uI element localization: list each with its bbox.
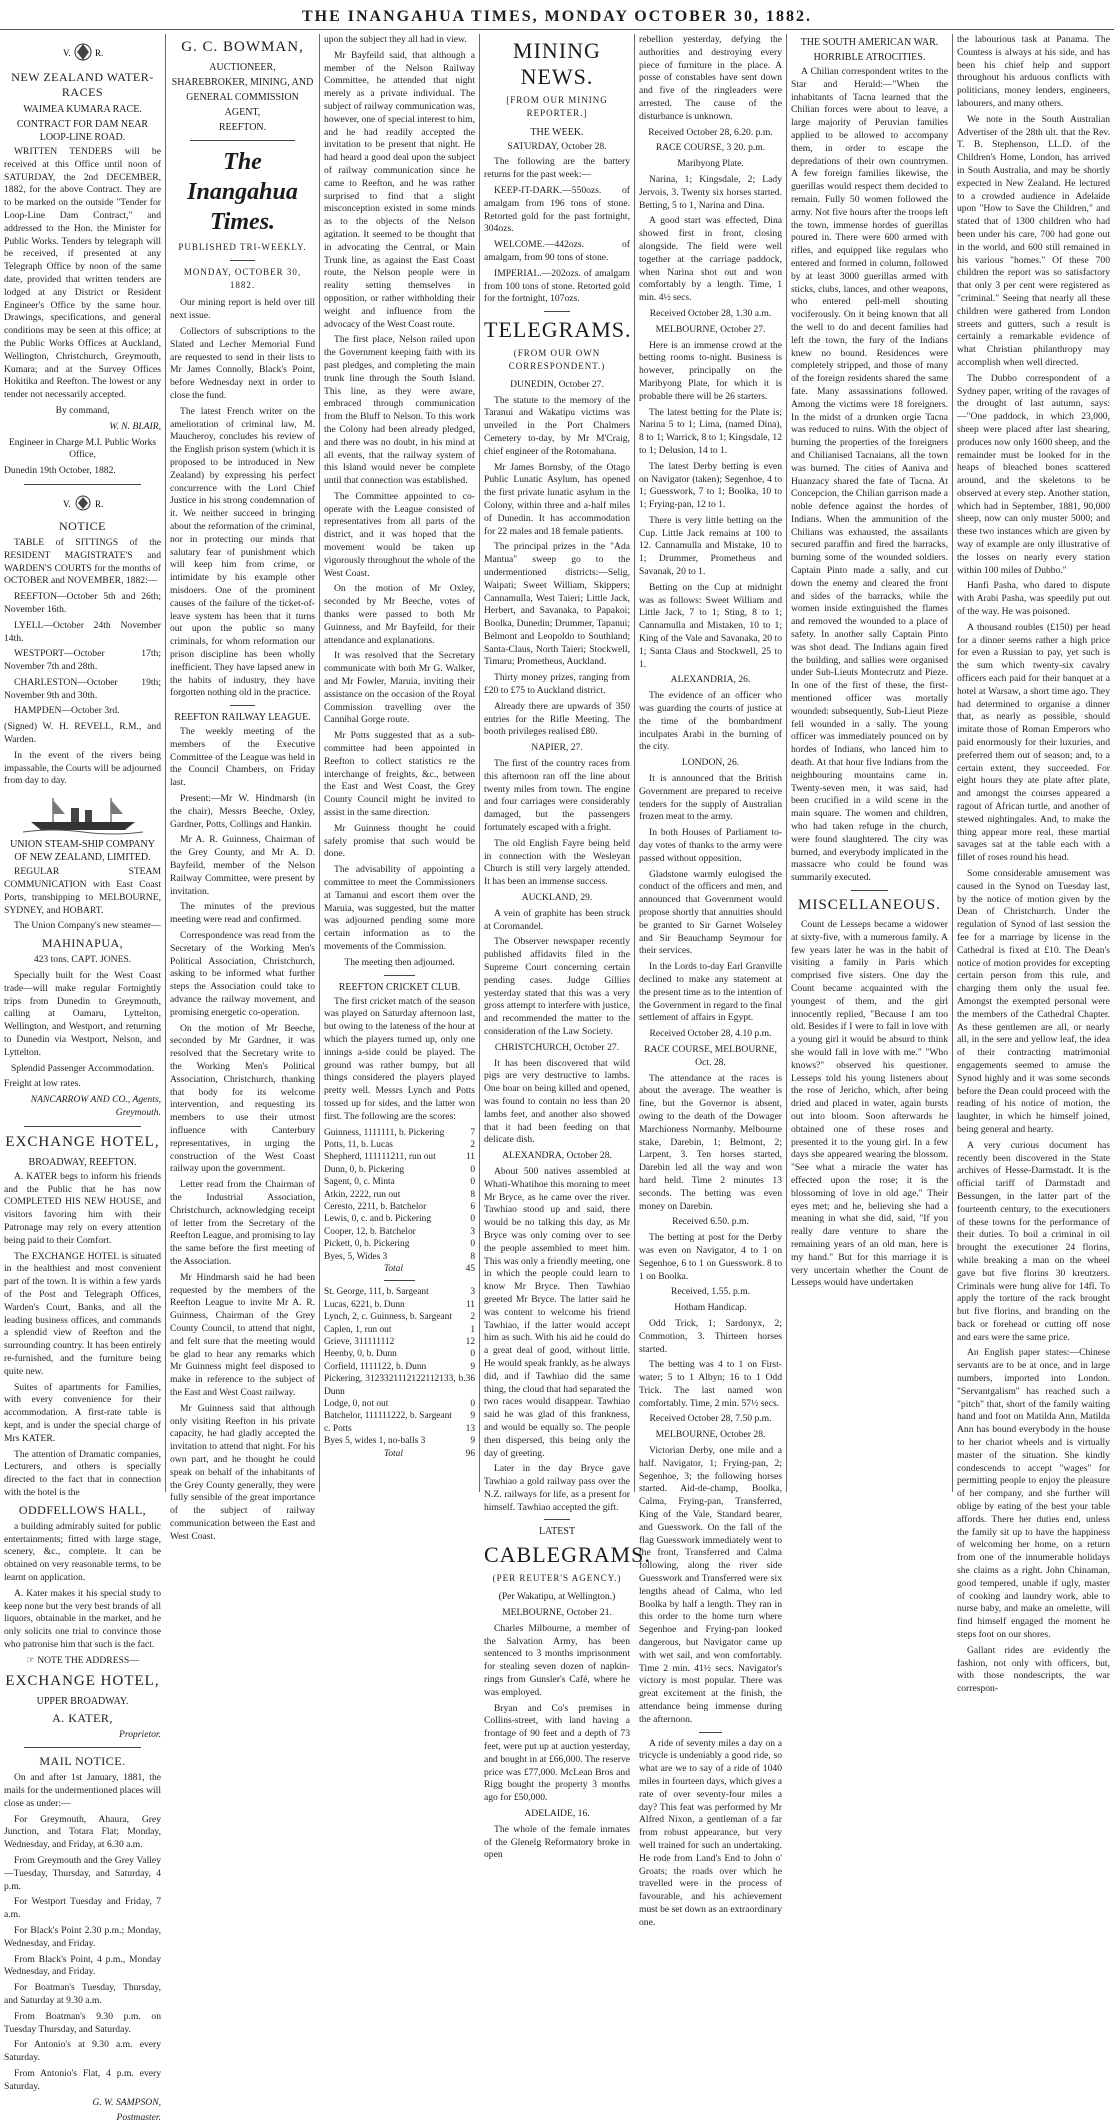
score-row	[324, 1435, 475, 1447]
score-row	[324, 1336, 475, 1348]
batsman-runs: 1	[470, 1324, 475, 1335]
batsman-runs: 3	[470, 1287, 475, 1298]
batsman-name: Lynch, 2, c. Guinness, b. Sargeant	[324, 1312, 452, 1323]
mail-item: From Antonio's Flat, 4 p.m. every Saturday.	[4, 2068, 161, 2092]
separator	[230, 260, 255, 261]
telegram-paragraph: Thirty money prizes, ranging from £20 to £75 to Auckland district.	[484, 672, 630, 697]
batsman-name: Ceresto, 2211, b. Batchelor	[324, 1201, 427, 1212]
steamship-text: REGULAR STEAM COMMUNICATION with East Coast Ports, transhipping to MELBOURNE, SYDNEY, and HOBART.	[4, 866, 161, 916]
auctioneer-name: G. C. BOWMAN,	[181, 39, 304, 55]
contract-heading: CONTRACT FOR DAM NEAR LOOP-LINE ROAD.	[16, 119, 149, 143]
telegrams-subheading: (FROM OUR OWN CORRESPONDENT.)	[508, 348, 606, 371]
batsman-runs: 9	[470, 1436, 475, 1447]
svg-text:V.: V.	[62, 498, 71, 509]
scorecard-team-1	[324, 1127, 475, 1276]
mail-item: From Boatman's 9.30 p.m. on Tuesday Thursday, and Saturday.	[4, 2010, 161, 2035]
misc-paragraph: A very curious document has recently been discovered in the State archives of Hesse-Darmstadt. It is the official tariff of Darmstadt and Bessungen, in the latter part of the fourteenth century, to the executioners of these towns for the performance of their duties. To boil a criminal in oil brought the executioner 24 florins, while breaking a man on the wheel gave but five florins 30 kreutzers. Criminals were hung alive for 14fl. To apply the torture of the rack brought but five florins, and branding on the back or forehead or cutting off nose and ears were the same price.	[957, 1139, 1110, 1343]
tenders-signer: W. N. BLAIR,	[109, 420, 161, 432]
misc-paragraph: An English paper states:—Chinese servants are to be at once, and in large numbers, imported into London. "Servantgalism" has reached such a "pitch" that, short of the family waiting hand and foot on Matilda Ann, Matilda Ann has bound everybody in the house to her chariot wheels and is virtually master of the situation. She kindly condescends to accept "wages" for permitting people to enjoy the pleasure of her company, and she further will oblige by eating of the best your table affords. There her duties end, unless the family sit up to have the happiness of welcoming her home, on a return from one of the innumerable holidays she claims as a right. John Chinaman, good tempered, unable if ugly, master of cooking and laundry work, able to nurse baby, and make an omelette, will find himself engaged the moment he steps foot on our shores.	[957, 1347, 1110, 1641]
score-row	[324, 1410, 475, 1422]
batsman-runs: 0	[470, 1399, 475, 1410]
notice-item: WESTPORT—October 17th; November 7th and 28th.	[4, 648, 161, 673]
cablegram-dateline: MELBOURNE, October 21.	[502, 1607, 612, 1619]
race-dateline: Received October 28, 1.30 a.m.	[649, 307, 772, 319]
score-row	[324, 1299, 475, 1311]
pointing-hand-icon: ☞	[26, 1654, 35, 1666]
hotel-address-sub: UPPER BROADWAY.	[36, 1695, 129, 1707]
batsman-name: Batchelor, 111111222, b. Sargeant	[324, 1411, 452, 1422]
telegram-paragraph: The Observer newspaper recently published affidavits filed in the Supreme Court concerning certain pending cases. Judge Gillies yesterday stated that this was a very gross attempt to interfere with justice, and recommended the matter to the consideration of the Law Society.	[484, 936, 630, 1037]
telegram-paragraph: The principal prizes in the "Ada Mantua" sweep go to the undermentioned districts:—Selig, Waipati; Sweet William, Skippers; Cannamulla, West Taieri; Little Jack, Herbert, and Savanaka, to Papakoi; Boolka, Dunedin; Drummer, Tapanui; Belmont and Leopoldo to Southland; Santa-Claus, North Taieri; Stockwell, Timaru; Prometheus, Auckland.	[484, 541, 630, 668]
steamer-freight: Freight at low rates.	[4, 1078, 81, 1090]
column-4	[480, 34, 651, 1861]
telegrams-heading: TELEGRAMS.	[484, 317, 632, 343]
notice-signed: (Signed) W. H. REVELL, R.M., and Warden.	[4, 721, 161, 746]
total-runs: 45	[465, 1264, 475, 1275]
batsman-runs: 9	[470, 1411, 475, 1422]
telegram-paragraph: About 500 natives assembled at Whati-Whatihoe this morning to meet Mr Bryce, as he came over the river. Tawhiao stood up and said, there would be no talking this day, as Mr Bryce was only coming over to see the people assembled to meet him. This was only a friendly meeting, one in which the people could learn to know Mr Bryce. Then Tawhiao greeted Mr Bryce. The latter said he was content to welcome his friend Tawhiao, if the latter would accept him as such. With his aid he could do a great deal of good, without little. He would speak frankly, as he always did, and if Tawhiao did the same thing, the cloud that had separated the two races would disappear. Tawhiao said he was glad of this frankness, and would be equally so. The people then dispersed, this being only the day of greeting.	[484, 1165, 631, 1459]
article-paragraph: On the motion of Mr Oxley, seconded by Mr Beeche, votes of thanks were passed to both Mr Guinness, and Mr Bayfeild, for their attendance and explanations.	[324, 583, 475, 646]
week-text: The following are the battery returns for the past week:—	[484, 156, 630, 181]
race-paragraph: The attendance at the races is about the average. The weather is fine, but the Governor is absent, owing to the death of the Dowager Marchioness Normanby. Melbourne stake, Darebin, 1; Belmont, 2; Larpent, 3. Ten horses started, Darebin led all the way and won hard held. Time 2 minutes 13 seconds. The betting was even money on Darebin.	[639, 1072, 782, 1212]
notice-footer: In the event of the rivers being impassable, the Courts will be adjourned from day to day.	[4, 749, 161, 787]
batsman-runs: 11	[465, 1152, 475, 1163]
article-paragraph: upon the subject they all had in view.	[324, 34, 467, 45]
article-paragraph: The meeting then adjourned.	[344, 956, 455, 968]
cablegrams-latest: LATEST	[538, 1526, 576, 1538]
cablegram-dateline: ADELAIDE, 16.	[524, 1808, 590, 1820]
batsman-name: Shepherd, 111111211, run out	[324, 1152, 436, 1163]
batsman-runs: 0	[470, 1239, 475, 1250]
battery-return: WELCOME.—442ozs. of amalgam, from 90 tons of stone.	[484, 239, 630, 263]
batsman-name: Pickett, 0, b. Pickering	[324, 1239, 410, 1250]
batsman-name: Caplen, 1, run out	[324, 1324, 392, 1335]
hotel-subheading: BROADWAY, REEFTON.	[28, 1156, 137, 1168]
race-title: Maribyong Plate.	[677, 158, 744, 170]
batsman-name: Corfield, 1111122, b. Dunn	[324, 1361, 427, 1372]
tenders-by-command: By command,	[55, 404, 110, 416]
hotel-text: The EXCHANGE HOTEL is situated in the healthiest and most convenient part of the town. It is within a few yards of the Post and Telegraph Offices, Warden's Court, Banks, and all the leading business offices, and commands a splendid view of Reefton and the surrounding country. It has been entirely re-furnished, and the furniture being quite new.	[4, 1250, 161, 1377]
race-dateline: Received October 28, 4.10 p.m.	[649, 1028, 772, 1040]
total-label: Total	[384, 1448, 403, 1459]
race-dateline: RACE COURSE, MELBOURNE, Oct. 28.	[644, 1043, 777, 1068]
separator	[699, 1732, 722, 1733]
auctioneer-line: REEFTON.	[218, 122, 267, 133]
race-paragraph: There is very little betting on the Cup. Little Jack remains at 100 to 12. Cannamulla and Mistake, 10 to 1; Drummer, Prometheus and Savanak, 20 to 1.	[639, 514, 782, 578]
misc-paragraph: Count de Lesseps became a widower at sixty-five, with a numerous family. A few years later he was in the habit of visiting a family in Paris which comprised five sisters. One day the Count became acquainted with the youngest of them, and the girl innocently replied, "Because I am too old. Besides if I were to fall in love with a young girl it would be absurd to think she would fall in love with me." "Who knows?" observed his questioner. Lesseps told his young listeners about the rose of Jericho, which, after being dried and placed in water, again bursts out into bloom. Soon afterwards he obtained one of these roses and presented it to the young girl. In a few days she appeared wearing the blossom. "See what a miracle the water has effected upon the rose; it is the blossoming of love in old age." Their eyes met; and he, believing she had a meaning in what she did, said, "If you really dare venture to share the remaining years of an old man, here is my hand." But for this marriage it is very uncertain whether the Count de Lesseps would have undertaken	[791, 919, 948, 1289]
total-runs: 96	[465, 1448, 475, 1459]
miscellaneous-heading: MISCELLANEOUS.	[798, 897, 941, 913]
mail-item: From Black's Point, 4 p.m., Monday Wednesday, and Friday.	[4, 1953, 161, 1978]
article-paragraph: It was resolved that the Secretary communicate with both Mr G. Walker, and Mr Fowler, Maruia, inviting their assistance on the occasion of the Royal Commission travelling over the Cannibal Gorge route.	[324, 650, 475, 726]
tricycle-paragraph: A ride of seventy miles a day on a tricycle is undeniably a good ride, so what are we to say of a ride of 1040 miles in fourteen days, which gives a rate of over seventy-four miles a day? This feat was performed by Mr Alfred Nixon, a gentleman of a far from robust appearance, but very well trained for such an undertaking. He rode from Land's End to John o' Groats; the roads over which he travelled were in the process of favourable, and his achievement must be set down as an extraordinary one.	[639, 1737, 782, 1928]
telegram-paragraph: The first of the country races from this afternoon ran off the line about twenty miles from town. The engine and four carriages were considerably damaged, but the passengers fortunately escaped with a fright.	[484, 758, 630, 834]
score-row	[324, 1201, 475, 1213]
race-dateline: Received 6.50. p.m.	[672, 1216, 749, 1228]
cricket-text: The first cricket match of the season was played on Saturday afternoon last, but owing to the lateness of the hour at which the players turned up, only one innings a-side could be played. The ground was rather bumpy, but all things considered the players played pretty well. Messrs Lynch and Potts tossed up for sides, and the latter won first. The following are the scores:	[324, 995, 475, 1122]
editorial-paragraph: The latest French writer on the amelioration of criminal law, M. Maucheroy, concludes his review of the English prison system (which it is proposed to be introduced in New Zealand) by expressing his perfect concurrence with the Lord Chief Justice in his strong condemnation of it. We neither succeed in bringing about the reformation of the criminal, nor in protecting our minds that salutary fear of punishment which will keep him from crime, or intimidate by his example other misdoers. One of the prominent causes of the failure of the ticket-of-leave system has been that it turns out upon the public so many criminals, for whom reformation our prison discipline has been wholly inefficient. They have lapsed anew in the habits of industry, they have forgotten nothing old in the practice.	[170, 405, 315, 699]
score-total-row	[324, 1263, 475, 1275]
batsman-runs: 7	[470, 1127, 475, 1138]
auctioneer-line: SHAREBROKER, MINING, AND	[171, 77, 314, 88]
batsman-runs: 0	[470, 1177, 475, 1188]
score-row	[324, 1238, 475, 1250]
misc-paragraph: We note in the South Australian Advertiser of the 28th ult. that the Rev. T. B. Stephenson, LL.D. of the Children's Home, London, has arrived in South Australia, and may be shortly expected in New Zealand. He lectured to a crowded audience in Adelaide upon "How to Save the Children," and stated that of 1300 children who had been under his care, 700 had gone out in the world, and 600 still remained in his various "homes." Of these 700 children the report was so satisfactory that only 3 per cent were registered as "criminal." Seeing that nearly all these children were gathered from London streets and gutters, such a result is certainly a remarkable evidence of what Christian philanthropy may accomplish when well directed.	[957, 113, 1110, 368]
score-row	[324, 1398, 475, 1410]
mail-signer: G. W. SAMPSON,	[92, 2096, 161, 2108]
column-5	[635, 34, 786, 1928]
misc-paragraph: Gallant rides are evidently the fashion, not only with officers, but, with those nondescripts, the war correspon-	[957, 1644, 1110, 1695]
war-subheading: HORRIBLE ATROCITIES.	[813, 52, 926, 63]
score-total-row	[324, 1448, 475, 1460]
column-3	[320, 34, 479, 1492]
misc-paragraph: Hanfi Pasha, who dared to dispute with Arabi Pasha, was speedily put out of the way. He was poisoned.	[957, 580, 1110, 618]
race-paragraph: It is announced that the British Government are prepared to receive tenders for the supply of Australian frozen meat to the army.	[639, 773, 782, 823]
telegram-dateline: ALEXANDRA, October 28.	[502, 1150, 612, 1162]
telegram-dateline: NAPIER, 27.	[531, 742, 583, 754]
score-row	[324, 1164, 475, 1176]
cablegram-paragraph: Bryan and Co's premises in Collins-street, with land having a frontage of 90 feet and a depth of 73 feet, were put up at auction yesterday, and bought in at £66,000. The reserve price was £77,000. McLean Bros and Rigg bought the property 3 months ago for £50,000.	[484, 1702, 630, 1804]
cablegrams-subheading: (PER REUTER'S AGENCY.)	[492, 1573, 622, 1584]
score-row	[324, 1361, 475, 1373]
race-paragraph: Betting on the Cup at midnight was as follows: Sweet William and Little Jack, 7 to 1; Sting, 8 to 1; Cannamulla and Mistaken, 10 to 1; King of the Vale and Savanaka, 20 to 1; Santa Claus and Stockwell, 25 to 1.	[639, 581, 782, 670]
batsman-runs: 6	[470, 1201, 475, 1212]
telegram-paragraph: Later in the day Bryce gave Tawhiao a gold railway pass over the N.Z. railways for life, as a present for himself. Tawhiao accepted the gift.	[484, 1463, 630, 1513]
editorial-paragraph: Collectors of subscriptions to the Slated and Lecher Memorial Fund are requested to send in their lists to Mr James Connolly, Black's Point, before Wednesday next in order to close the fund.	[170, 325, 315, 401]
steamer-text: Specially built for the West Coast trade—will make regular Fortnightly trips from Dunedin to Greymouth, calling at Oamaru, Lyttelton, Wellington, and Westport, and returning to Dunedin via Westport, Nelson, and Lyttelton.	[4, 970, 161, 1058]
water-races-heading: NEW ZEALAND WATER-RACES	[11, 70, 154, 99]
batsman-runs: 2	[470, 1139, 475, 1150]
score-row	[324, 1348, 475, 1360]
separator	[544, 1519, 570, 1520]
race-dateline: MELBOURNE, October 28.	[655, 1429, 766, 1441]
batsman-name: Pickering, 3123321112122112133, b. Dunn	[324, 1374, 466, 1397]
separator	[24, 1126, 141, 1127]
batsman-name: Sagent, 0, c. Minta	[324, 1177, 395, 1188]
hotel-owner-title: Proprietor.	[118, 1728, 161, 1740]
score-row	[324, 1176, 475, 1188]
batsman-name: St. George, 111, b. Sargeant	[324, 1287, 429, 1298]
hall-name: ODDFELLOWS HALL,	[18, 1502, 147, 1517]
telegram-dateline: AUCKLAND, 29.	[521, 892, 593, 904]
separator	[851, 890, 888, 891]
telegram-paragraph: The statute to the memory of the Taranui and Wakatipu victims was unveiled in the Port Chalmers Cemetery to-day, by Mr M'Craig, chief engineer of the Rotomahana.	[484, 394, 630, 457]
league-paragraph: Mr A. R. Guinness, Chairman of the Grey County, and Mr A. D. Bayfeild, member of the Nelson Railway Committee, were present by invitation.	[170, 834, 315, 897]
batsman-runs: 8	[470, 1251, 475, 1262]
notice-item: CHARLESTON—October 19th; November 9th and 30th.	[4, 676, 161, 701]
league-paragraph: On the motion of Mr Beeche, seconded by Mr Gardner, it was resolved that the Secretary write to the Working Men's Political Association, Christchurch, thanking that body for its welcome intervention, and requesting its members to use their utmost influence with Canterbury representatives, in urging the construction of the West Coast railway upon the government.	[170, 1022, 315, 1175]
hotel-address: EXCHANGE HOTEL,	[5, 1672, 160, 1689]
hotel-text: The attention of Dramatic companies, Lecturers, and others is specially directed to the fact that in connection with the hotel is the	[4, 1448, 161, 1498]
steamer-tons: 423 tons. CAPT. JONES.	[33, 954, 132, 966]
mining-subheading: [FROM OUR MINING REPORTER.]	[506, 95, 608, 118]
mail-signer-title: Postmaster.	[116, 2112, 161, 2124]
hotel-owner: A. KATER,	[52, 1710, 113, 1725]
svg-text:R.: R.	[94, 48, 103, 58]
hotel-text: A. KATER begs to inform his friends and the Public that he has now COMPLETED HIS NEW HOUSE, and visitors favoring him with their Patronage may rely on every attention being paid to their Comfort.	[4, 1170, 161, 1246]
batsman-name: Grieve, 311111112	[324, 1337, 395, 1348]
article-paragraph: rebellion yesterday, defying the authorities and destroying every piece of furniture in the place. A posse of constables have sent down and five of the ringleaders were arrested. The cause of the disturbance is unknown.	[639, 34, 782, 122]
race-dateline: LONDON, 26.	[681, 757, 740, 769]
total-label: Total	[384, 1264, 403, 1275]
race-paragraph: The betting was 4 to 1 on First-water; 5 to 1 Albyn; 16 to 1 Odd Trick. The last named won comfortably. Time, 2 min. 57½ secs.	[639, 1359, 782, 1409]
cablegrams-via: (Per Wakatipu, at Wellington.)	[498, 1591, 616, 1603]
batsman-name: Potts, 11, b. Lucas	[324, 1139, 393, 1150]
batsman-runs: 11	[465, 1299, 475, 1310]
telegram-paragraph: The old English Fayre being held in connection with the Wesleyan Church is still very largely attended. It has been an immense success.	[484, 837, 630, 888]
battery-return: IMPERIAL.—202ozs. of amalgam from 100 tons of stone. Retorted gold for the fortnight, 107ozs.	[484, 267, 630, 305]
race-paragraph: Victorian Derby, one mile and a half. Navigator, 1; Frying-pan, 2; Segenhoe, 3; the following horses started. Aid-de-champ, Boolka, Calma, Frying-pan, Transferred, King of the Vale, Standard bearer, and Guesswork. On the fall of the flag Guesswork immediately went to the front, Transferred and Calma following, along the river side Guesswork and Transferred were six lengths ahead of Calma, who led Boolka by half a length. They ran in this order to the home turn where Segenhoe and Frying-pan looked dangerous, but Navigator came up with wet sail, and won comfortably. Time 2 min. 41½ secs. Navigator's victory is most popular. There was great excitement at the finish, the attendance being immense during the afternoon.	[639, 1445, 782, 1725]
masthead	[0, 0, 1114, 30]
auctioneer-line: GENERAL COMMISSION	[186, 92, 299, 103]
score-row	[324, 1213, 475, 1225]
column-2	[166, 34, 319, 1542]
batsman-name: Cooper, 12, b. Batchelor	[324, 1226, 416, 1237]
separator	[544, 311, 570, 312]
column-6	[787, 34, 952, 1492]
war-paragraph: A Chilian correspondent writes to the Star and Herald:—"When the inhabitants of Tacna learned that the Chilian forces were about to leave, a large majority of Peruvian families applied to be allowed to accompany them, in order to escape the depredations of their own countrymen. A few foreign families likewise, the guerillas would respect them decided to remain. Fully 50 women followed the army. Not five hours after the troops left the town, immense hordes of guerillas poured in. There were 600 armed with rifles, and equipped like regulars who entered and formed in column, followed by at least 3000 guerillas armed with sticks, clubs, lances, and other weapons, who entered pell-mell shouting vociferously. On it being known that all the well to do and decent families had left the town, the fury of the Indians knew no bound. Residences were completely stripped, and those of many of the foreign residents shared the same fate. Many assassinations followed. Among the victims were 18 foreigners. In the midst of a drunken orgie Tacna was reduced to ruins. With the object of burning the properties of the foreigners and Chilianised Tacnaians, all the town was burned. The cities of Aaniva and Huanzacy shared the fate of Tacna. At Concepcion, the Chilian garrison made a noble defence against the hordes of Indians. When the ammunition of the Chilians was exhausted, the assailants secured paraffin and fired the barracks, burning some of the wounded soldiers. Captain Pinto made a sally, and cut down the enemy and cleared the front and sides of the barracks, while the women inside extinguished the flames and removed the wounded to a place of safety. In another sally Captain Pinto was shot dead. The Indians again fired the building, and sallies were organised under Sub-Lieuts Montecrutz and Pieze. In one of the first of these, the first-mentioned officer was mortally wounded: subsequently, Sub-Lieut Pieze fell wounded in a sally. The young officer was immediately pounced on by hordes of Indians, who lanced him to death. At that hour five Indians from the neighbouring mountains came in. Twenty-seven men, it was said, had been crucified in a wild scene in the main square. The women and children, who had taken refuge in the church, were found slaughtered. The city was burned, and everybody implicated in the massacre who could be found was summarily executed.	[791, 66, 948, 884]
article-paragraph: Mr Potts suggested that as a sub-committee had been appointed in Reefton to collect statistics re the interchange of freights, &c., between the East and West Coast, the Grey County Council might be invited to assist in the same direction.	[324, 730, 475, 819]
telegram-dateline: CHRISTCHURCH, October 27.	[494, 1041, 620, 1053]
race-dateline: RACE COURSE, 3 20. p.m.	[655, 142, 766, 154]
article-paragraph: The advisability of appointing a committee to meet the Commissioners at Tamanui and escort them over the Maruia, was suggested, but the matter was adjourned pending some more certain information as to the movements of the Commission.	[324, 864, 475, 952]
article-paragraph: Mr Bayfeild said, that although a member of the Nelson Railway Committee, he attended that night merely as a private individual. The subject of railway communication was, however, one of special interest to him, and he had readily accepted the invitation to be present that night. He had heard a good deal upon the subject of railway communication since he came to Reefton, and he was rather surprised to find that a slight misconception existed in some minds as to the objects of the Nelson agitation. It seemed to be thought that in advocating the Central, or Main Trunk line, as against the East Coast route, the Nelson people were in reality setting themselves in opposition, or rather withholding their weight and influence from the advocacy of the West Coast route.	[324, 49, 475, 330]
telegram-paragraph: Already there are upwards of 350 entries for the Rifle Meeting. The booth privileges realised £80.	[484, 700, 630, 738]
league-paragraph: Mr Hindmarsh said he had been requested by the members of the Reefton League to invite Mr A. R. Guinness, Chairman of the Grey County Council, to attend that night, and felt sure that the meeting would be glad to hear any remarks which Mr Guinness might feel disposed to make in reference to the subject of the East and West Coast railway.	[170, 1271, 315, 1398]
article-paragraph: The first place, Nelson railed upon the Government keeping faith with its past pledges, and completing the main trunk line through the South Island. This line, as they were aware, embraced through communication from the Bluff to Nelson. To this work the Colony had been already pledged, and there was no doubt, in his mind at all events, that the railway system of this Island would never be complete until that connection was established.	[324, 334, 475, 487]
race-dateline: Received October 28, 7.50 p.m.	[649, 1413, 772, 1425]
steamer-agents: NANCARROW AND CO., Agents, Greymouth.	[30, 1094, 161, 1119]
auctioneer-line: AGENT,	[224, 107, 261, 118]
cablegram-paragraph: The whole of the female inmates of the Glenelg Reformatory broke in open	[484, 1823, 630, 1861]
race-paragraph: Gladstone warmly eulogised the conduct of the officers and men, and announced that Government would propose shortly that annuities should be granted to Sir Garnet Wolseley and Sir Beauchamp Seymour for their services.	[639, 868, 782, 957]
editorial-paragraph: Our mining report is held over till next issue.	[170, 297, 315, 322]
telegram-paragraph: Mr James Bornsby, of the Otago Public Lunatic Asylum, has opened the first private lunatic asylum in the Colony, within three and a-half miles of Dunedin. It has accommodation for 22 males and 18 female patients.	[484, 461, 630, 537]
mail-heading: MAIL NOTICE.	[39, 1754, 126, 1769]
hotel-note	[4, 1655, 161, 1668]
race-paragraph: In both Houses of Parliament to-day votes of thanks to the army were passed without opposition.	[639, 827, 782, 864]
score-row	[324, 1251, 475, 1263]
race-dateline: MELBOURNE, October 27.	[655, 323, 766, 335]
batsman-runs: 2	[470, 1312, 475, 1323]
steamship-heading: UNION STEAM-SHIP COMPANY OF NEW ZEALAND, LIMITED.	[10, 839, 155, 864]
batsman-name: Guinness, 1111111, b. Pickering	[324, 1127, 445, 1138]
league-heading: REEFTON RAILWAY LEAGUE.	[174, 712, 311, 724]
race-dateline: Received October 28, 6.20. p.m.	[648, 126, 773, 138]
misc-paragraph: The Dubbo correspondent of a Sydney paper, writing of the ravages of the drought of last autumn, says:—"One paddock, in which 23,000, sheep were placed after last shearing, produces now only 1600 sheep, and the remainder must be looked for in the heaps of bleached bones scattered around, and the skeletons to be observed at every step. Another station, which had in September, 1881, 90,000 sheep, now can only muster 5000; and these two instances which are given by way of example are only illustrative of the losses on nearly every station within 100 miles of Dubbo."	[957, 372, 1110, 576]
score-row	[324, 1189, 475, 1201]
separator	[24, 484, 141, 485]
race-paragraph: The latest Derby betting is even on Navigator (taken); Segenhoe, 4 to 1; Guesswork, 7 to 1; Boolka, 10 to 1; Frying-pan, 12 to 1.	[639, 460, 782, 511]
league-paragraph: Present:—Mr W. Hindmarsh (in the chair), Messrs Beeche, Oxley, Gardner, Potts, Collings and Hankin.	[170, 793, 315, 830]
separator	[230, 705, 255, 706]
steamer-accommodation: Splendid Passenger Accommodation.	[10, 1062, 155, 1074]
column-1	[0, 34, 165, 2124]
royal-crest-icon	[4, 38, 161, 66]
scorecard-team-2	[324, 1286, 475, 1460]
war-heading: THE SOUTH AMERICAN WAR.	[800, 37, 939, 48]
race-paragraph: The betting at post for the Derby was even on Navigator, 4 to 1 on Segenhoe, 6 to 1 on Guesswork. 8 to 1 on Boolka.	[639, 1232, 782, 1282]
race-paragraph: Narina, 1; Kingsdale, 2; Lady Jervois, 3. Twenty six horses started. Betting, 5 to 1, Narina and Dina.	[639, 173, 782, 211]
league-paragraph: Mr Guinness said that although only visiting Reefton in his private capacity, he had gladly accepted the invitation to attend that night. For his own part, and he thought he could speak on behalf of the inhabitants of the Grey County generally, they were fully sensible of the great importance of the subject of railway communication between the East and West Coast.	[170, 1402, 315, 1542]
batsman-name: Lewis, 0, c. and b. Pickering	[324, 1214, 432, 1225]
hotel-note-text: NOTE THE ADDRESS—	[37, 1654, 139, 1666]
steamship-icon	[4, 794, 161, 834]
mail-item: For Black's Point 2.30 p.m.; Monday, Wednesday, and Friday.	[4, 1925, 161, 1949]
newspaper-date: MONDAY, OCTOBER 30, 1882.	[183, 266, 302, 290]
batsman-runs: 0	[470, 1214, 475, 1225]
score-row	[324, 1324, 475, 1336]
separator	[24, 1747, 141, 1748]
batsman-runs: 36	[465, 1374, 475, 1385]
cablegrams-heading: CABLEGRAMS.	[484, 1542, 651, 1568]
batsman-runs: 9	[470, 1361, 475, 1372]
score-row	[324, 1127, 475, 1139]
batsman-name: Lodge, 0, not out	[324, 1399, 389, 1410]
steamer-name: MAHINAPUA,	[41, 936, 124, 951]
batsman-runs: 12	[465, 1337, 475, 1348]
battery-return: KEEP-IT-DARK.—550ozs. of amalgam from 196 tons of stone. Retorted gold for the past fortnight, 304ozs.	[484, 184, 630, 235]
article-paragraph: Mr Guinness thought he could safely promise that such would be done.	[324, 822, 475, 860]
royal-crest-icon	[4, 491, 161, 515]
cablegram-paragraph: Charles Milbourne, a member of the Salvation Army, has been sentenced to 3 months imprisonment for stealing seven dozen of napkin-rings from Gunsler's Café, where he was employed.	[484, 1622, 630, 1698]
batsman-name: Heenby, 0, b. Dunn	[324, 1349, 397, 1360]
hotel-heading: EXCHANGE HOTEL,	[5, 1133, 160, 1150]
misc-paragraph: A thousand roubles (£150) per head for a dinner seems rather a high price for even a Russian to pay, yet such is the sum which twenty-six cavalry officers each paid for their banquet at a hotel at Warsaw, a short time ago. They had determined to organise a dinner that, as nearly as possible, should imitate those of Roman Emperors who paid enormously for their luxuries, and preferred them out of season; and, to a certain extent, they succeeded. For eight hours they ate plate after plate, and amongst the courses appeared a ragout of African turtle, and another of stewed nightingales. And, to make the thing appear more real, these martial savages sat at the table each with a fillet of roses round his head.	[957, 621, 1110, 864]
masthead-title: THE INANGAHUA TIMES, MONDAY OCTOBER 30, 1882.	[301, 8, 813, 25]
score-row	[324, 1286, 475, 1298]
svg-text:V.: V.	[62, 48, 71, 58]
misc-paragraph: the labourious task at Panama. The Countess is always at his side, and has been his chief help and support throughout his arduous conflicts with politicians, money lenders, engineers, labourers, and many others.	[957, 34, 1110, 109]
score-row	[324, 1151, 475, 1163]
race-dateline: ALEXANDRIA, 26.	[670, 674, 751, 686]
race-paragraph: The evidence of an officer who was guarding the courts of justice at the time of the bombardment inculpates Arabi in the burning of the city.	[639, 690, 782, 753]
notice-text: TABLE of SITTINGS of the RESIDENT MAGISTRATE'S and WARDEN'S COURTS for the months of OCTOBER and NOVEMBER, 1882:—	[4, 536, 161, 587]
mail-item: For Boatman's Tuesday, Thursday, and Saturday at 9.30 a.m.	[4, 1982, 161, 2007]
batsman-name: Byes 5, wides 1, no-balls 3	[324, 1436, 426, 1447]
mail-item: For Westport Tuesday and Friday, 7 a.m.	[4, 1896, 161, 1921]
race-dateline: Received, 1.55. p.m.	[670, 1286, 751, 1298]
score-row	[324, 1226, 475, 1238]
league-paragraph: The minutes of the previous meeting were read and confirmed.	[170, 901, 315, 926]
notice-item: LYELL—October 24th November 14th.	[4, 619, 161, 644]
league-paragraph: Correspondence was read from the Secretary of the Working Men's Political Association, Christchurch, asking to be informed what further steps the Association could take to advance the railway movement, and promising energetic co-operation.	[170, 930, 315, 1018]
tenders-date: Dunedin 19th October, 1882.	[4, 465, 116, 477]
race-paragraph: Odd Trick, 1; Sardonyx, 2; Commotion, 3. Thirteen horses started.	[639, 1317, 782, 1355]
league-paragraph: The weekly meeting of the members of the Executive Committee of the League was held in the Council Chambers, on Friday last.	[170, 726, 315, 789]
league-paragraph: Letter read from the Chairman of the Industrial Association, Christchurch, acknowledging receipt of letter from the Secretary of the Reefton League, and promising to lay the same before the first meeting of the Association.	[170, 1179, 315, 1267]
column-7	[953, 34, 1114, 1695]
steamer-intro: The Union Company's new steamer—	[14, 920, 161, 932]
week-heading: THE WEEK.	[530, 126, 584, 138]
telegram-dateline: DUNEDIN, October 27.	[510, 378, 604, 390]
score-row	[324, 1139, 475, 1151]
race-paragraph: The latest betting for the Plate is; Narina 5 to 1; Lima, (named Dina), 8 to 1; Warrick, 8 to 1; Kingsdale, 12 to 1; Delusion, 14 to 1.	[639, 406, 782, 456]
batsman-name: c. Potts	[324, 1423, 352, 1434]
mail-item: For Greymouth, Ahaura, Grey Junction, and Totara Flat; Monday, Wednesday, and Friday, at 6.30 a.m.	[4, 1813, 161, 1851]
batsman-name: Atkin, 2222, run out	[324, 1189, 401, 1200]
race-paragraph: Here is an immense crowd at the betting rooms to-night. Business is however, principally on the Maribyong Plate, for which it is probable there will be 26 starters.	[639, 339, 782, 402]
auctioneer-line: AUCTIONEER,	[209, 62, 276, 73]
race-paragraph: In the Lords to-day Earl Granville declined to make any statement at the present time as to the intention of the Government in regard to the final settlement of affairs in Egypt.	[639, 961, 782, 1024]
tenders-signer-title: Engineer in Charge M.I. Public Works Office,	[8, 436, 157, 461]
newspaper-subtitle: PUBLISHED TRI-WEEKLY.	[178, 242, 307, 252]
batsman-runs: 0	[470, 1164, 475, 1175]
mail-item: For Antonio's at 9.30 a.m. every Saturday.	[4, 2039, 161, 2064]
cricket-heading: REEFTON CRICKET CLUB.	[338, 981, 461, 993]
separator	[384, 975, 415, 976]
notice-item: REEFTON—October 5th and 26th; November 16th.	[4, 591, 161, 615]
batsman-name: Byes, 5, Wides 3	[324, 1251, 388, 1262]
mail-text: On and after 1st January, 1881, the mails for the undermentioned places will close as under:—	[4, 1772, 161, 1809]
batsman-runs: 3	[470, 1226, 475, 1237]
batsman-name: Dunn, 0, b. Pickering	[324, 1164, 405, 1175]
batsman-runs: 13	[465, 1423, 475, 1434]
notice-item: HAMPDEN—October 3rd.	[14, 705, 120, 717]
week-date: SATURDAY, October 28.	[507, 140, 607, 152]
score-row	[324, 1373, 475, 1398]
batsman-name: Lucas, 6221, b. Dunn	[324, 1299, 405, 1310]
batsman-runs: 8	[470, 1189, 475, 1200]
separator	[190, 140, 295, 141]
race-title: Hotham Handicap.	[674, 1302, 747, 1314]
misc-paragraph: Some considerable amusement was caused in the Synod on Tuesday last, by the notice of motion given by the Dean of Christchurch. Under the regulation of Synod of last session the fee for a marriage by license in the Cathedral is fixed at £10. The Dean's notice of motion provides for excepting certain person from this rule, and charging them only the usual fee. Amongst the exempted personal were the members of the Cathedral Chapter. As these gentlemen are all, or nearly all, in the sere and yellow leaf, the idea of their contracting matrimonial engagements seemed to amuse the Synod highly and it was some seconds before the Dean could proceed with the reading of his notice of motion, the laughter, in which he himself joined, being general and hearty.	[957, 868, 1110, 1135]
score-row	[324, 1423, 475, 1435]
batsman-runs: 0	[470, 1349, 475, 1360]
tenders-text: WRITTEN TENDERS will be received at this Office until noon of SATURDAY, the 2nd DECEMBER, 1882, for the above Contract. They are to be marked on the outside "Tender for Loop-Line Dam Contract," and addressed to the Hon. the Minister for Public Works. Tenders by telegraph will be received, if presented at any Telegraph Office by noon of the same date, provided that written tenders are lodged at any District or Resident Engineer's Office by the same hour. Drawings, specifications, and general conditions may be seen at this office; at the Public Works Offices at Auckland, Wellington, Christchurch, Greymouth, Kumara; and at the Survey Offices Hokitika and Reefton. The lowest or any tender not necessarily accepted.	[4, 146, 161, 401]
mining-heading: MINING NEWS.	[513, 38, 601, 89]
newspaper-title: The Inangahua Times.	[187, 149, 298, 235]
separator	[384, 1280, 415, 1281]
svg-text:R.: R.	[94, 498, 103, 509]
telegram-paragraph: A vein of graphite has been struck at Coromandel.	[484, 907, 630, 932]
hotel-text: a building admirably suited for public entertainments; fitted with large stage, scenery, &c., complete. It can be obtained on very reasonable terms, to be learnt on application.	[4, 1520, 161, 1583]
mail-item: From Greymouth and the Grey Valley—Tuesday, Thursday, and Saturday, 4 p.m.	[4, 1855, 161, 1892]
score-row	[324, 1311, 475, 1323]
hotel-text: Suites of apartments for Families, with every convenience for their accommodation. A first-rate table is kept, and is under the special charge of Mrs KATER.	[4, 1381, 161, 1444]
race-paragraph: A good start was effected, Dina showed first in front, closing alongside. The field were well together at the carriage paddock, when Narina shot out and won comfortably by a length. Time, 1 min. 4½ secs.	[639, 215, 782, 304]
telegram-paragraph: It has been discovered that wild pigs are very destructive to lambs. One boar on being killed and opened, was found to contain no less than 20 lambs feet, and another also showed that it had been feeding on that delicate dish.	[484, 1057, 630, 1146]
hotel-text: A. Kater makes it his special study to keep none but the very best brands of all liquors, obtainable in the market, and he only solicits one trial to convince those who patronise him that such is the fact.	[4, 1587, 161, 1650]
notice-heading: NOTICE	[59, 518, 106, 533]
article-paragraph: The Committee appointed to co-operate with the League consisted of representatives from all parts of the district, and it was hoped that the movement would be taken up vigorously throughout the whole of the West Coast.	[324, 490, 475, 579]
water-races-subheading: WAIMEA KUMARA RACE.	[23, 104, 142, 115]
